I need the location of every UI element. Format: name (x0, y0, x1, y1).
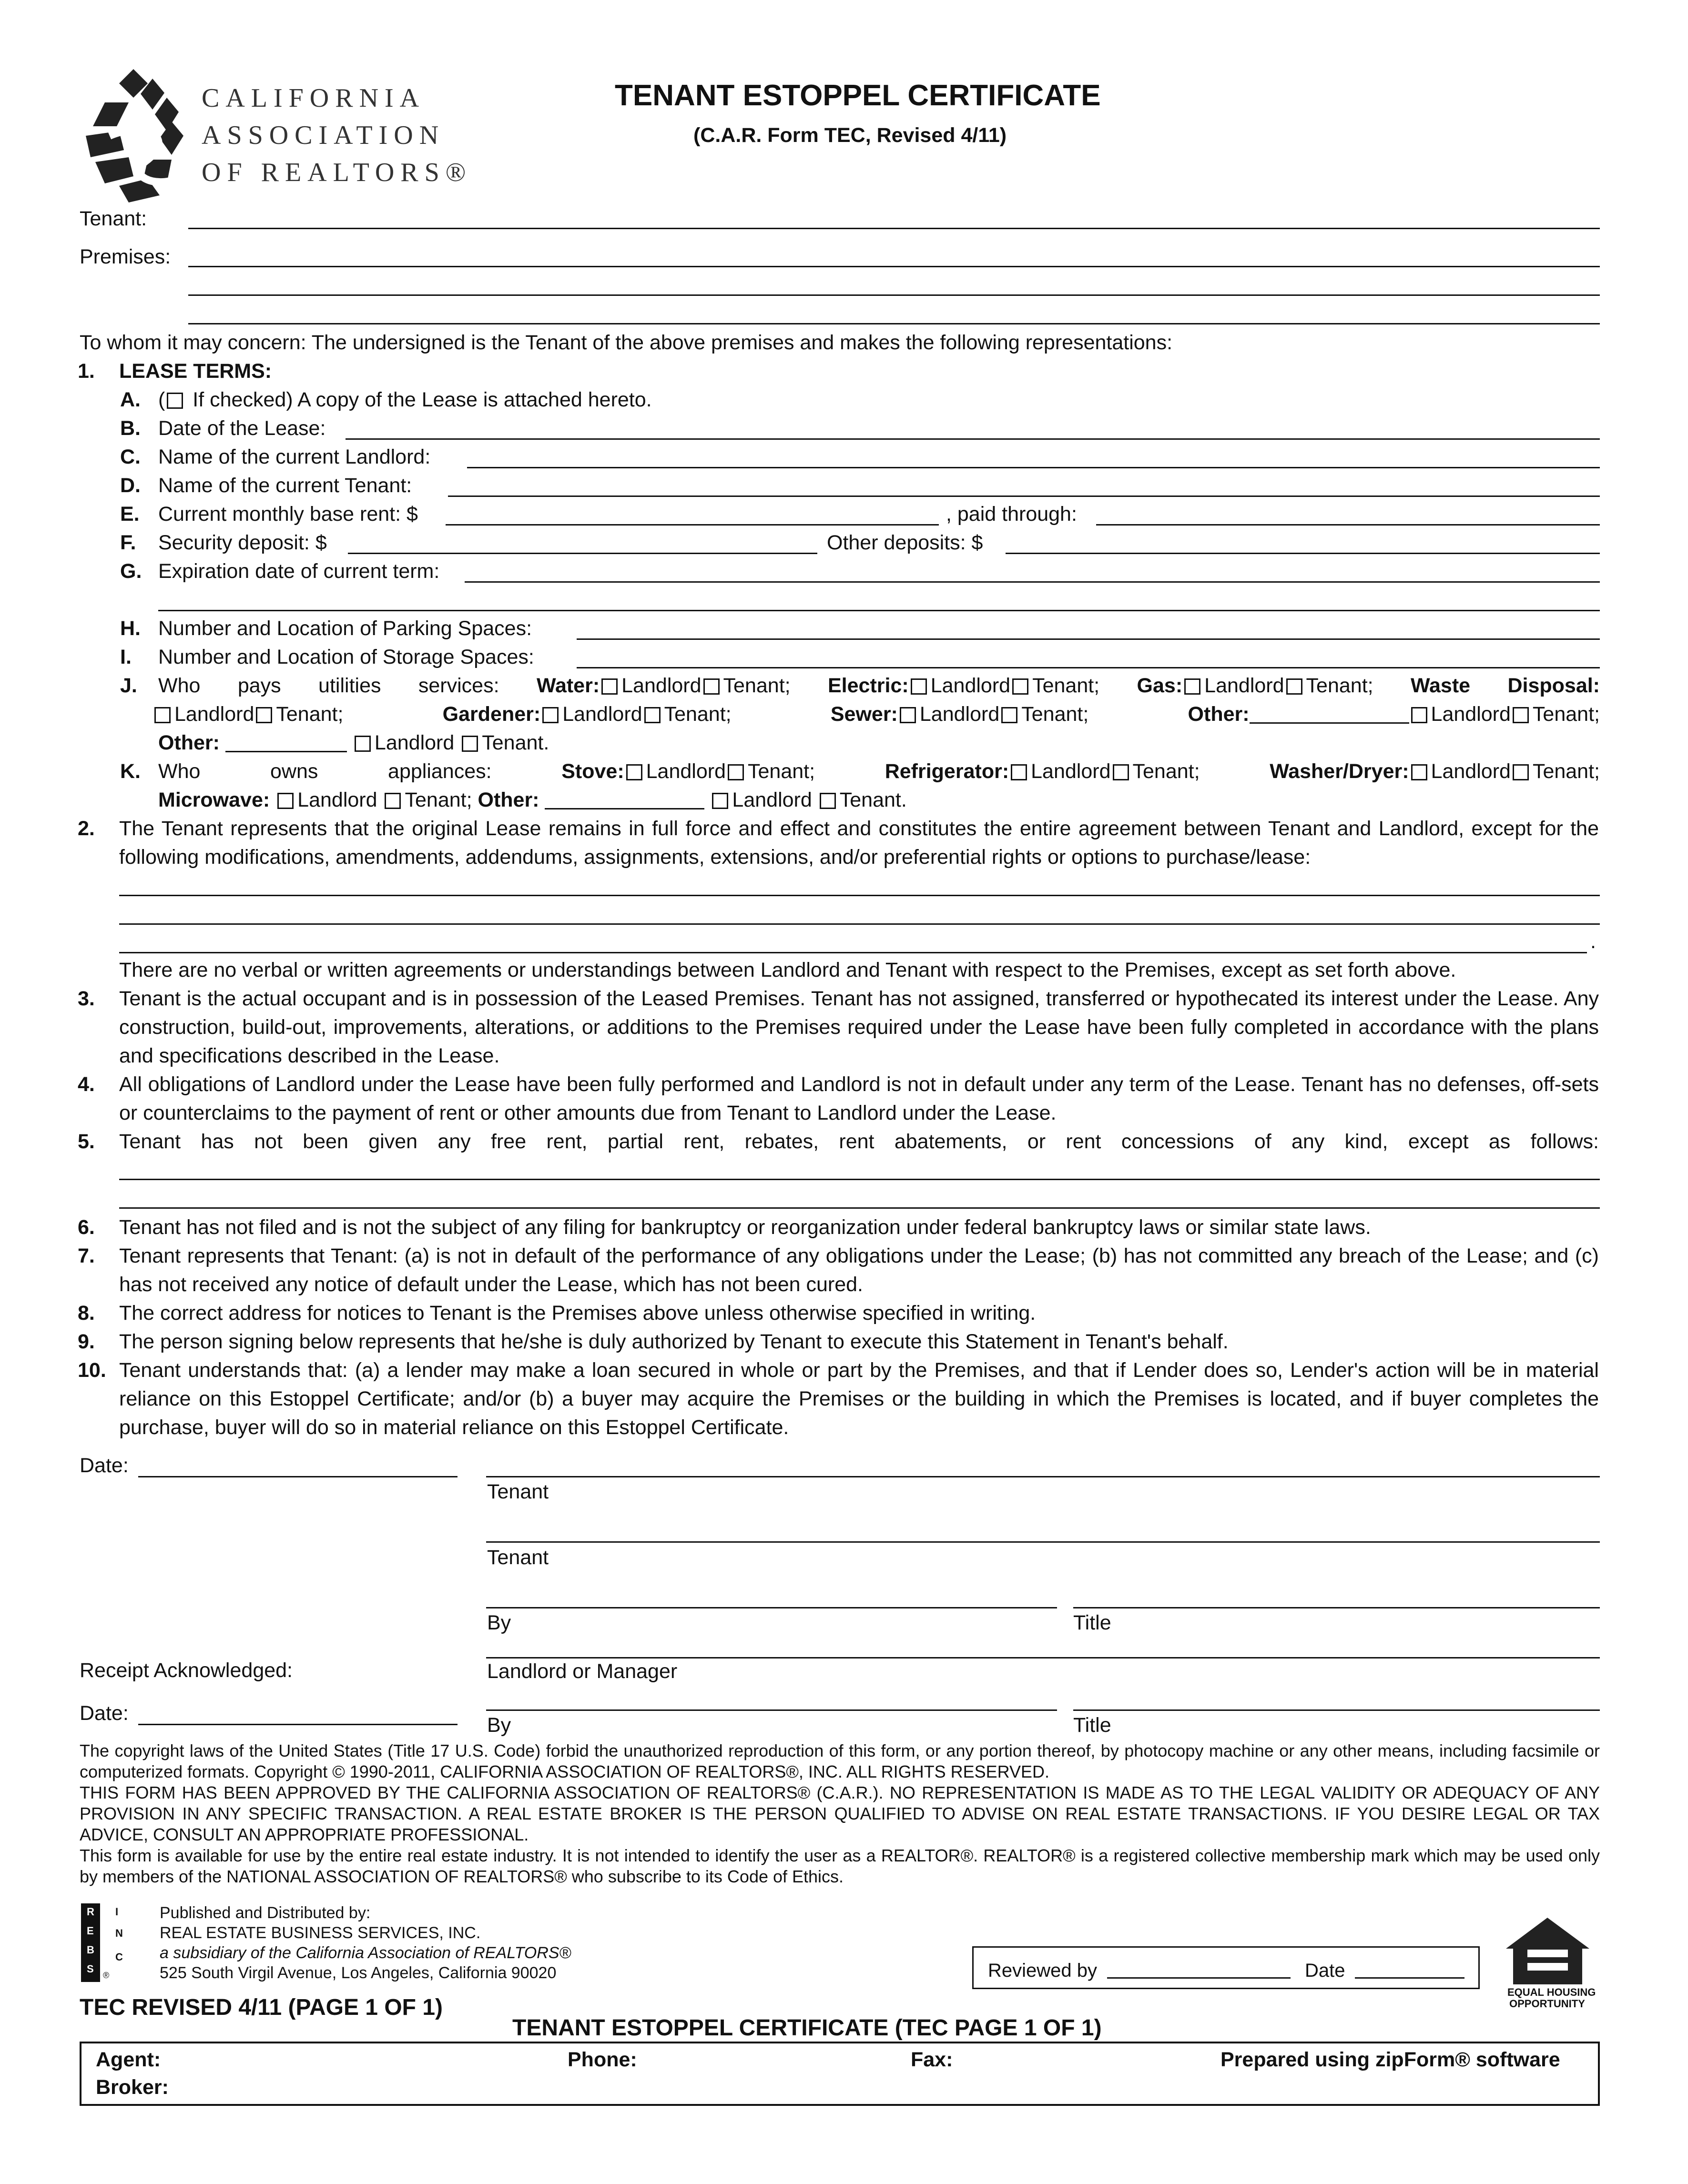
stove-landlord-checkbox[interactable] (626, 764, 642, 780)
microwave-landlord-checkbox[interactable] (277, 793, 294, 809)
utility-other-landlord-checkbox[interactable] (1411, 707, 1427, 723)
utility-other-landlord-label: Landlord (1431, 703, 1511, 726)
waste-label: Waste Disposal: (1411, 674, 1600, 697)
agent-label: Agent: (96, 2048, 161, 2071)
logo-line-2: ASSOCIATION (202, 121, 445, 150)
item-6-text: Tenant has not filed and is not the subject of any filing for bankruptcy or reorganization under federal bankruptcy laws or similar state laws. (119, 1216, 1371, 1239)
landlord-signature-label: Landlord or Manager (487, 1660, 678, 1683)
rebs-letter-n: N (115, 1927, 123, 1939)
washer-tenant-label: Tenant; (1532, 760, 1600, 783)
waste-tenant-label: Tenant; (276, 703, 344, 726)
waste-landlord-checkbox[interactable] (154, 707, 171, 723)
item-6-number: 6. (78, 1216, 95, 1239)
landlord-title-line[interactable] (1073, 1709, 1600, 1711)
car-logo (76, 64, 200, 207)
rebs-letter-b: B (87, 1944, 94, 1956)
utility-other-tenant-checkbox[interactable] (1513, 707, 1529, 723)
equal-housing-logo (1504, 1915, 1596, 2011)
microwave-landlord-label: Landlord (297, 789, 377, 811)
item-9-text: The person signing below represents that he/she is duly authorized by Tenant to execute this Statement in Tenant's behalf. (119, 1330, 1229, 1353)
waste-landlord-label: Landlord (174, 703, 254, 726)
item-5-number: 5. (78, 1130, 95, 1153)
sewer-label: Sewer: (830, 703, 898, 726)
rebs-letter-s: S (87, 1963, 94, 1975)
parking-field[interactable] (577, 638, 1600, 640)
receipt-acknowledged-label: Receipt Acknowledged: (80, 1659, 293, 1682)
expiration-date-field-2[interactable] (158, 610, 1600, 611)
tenant-signature-label-2: Tenant (487, 1546, 549, 1569)
fax-label: Fax: (911, 2048, 953, 2071)
refrigerator-tenant-checkbox[interactable] (1113, 764, 1129, 780)
electric-label: Electric: (828, 674, 909, 697)
item-7-number: 7. (78, 1244, 95, 1267)
tenant-signature-label-1: Tenant (487, 1480, 549, 1503)
footer-revision: TEC REVISED 4/11 (PAGE 1 OF 1) (80, 1995, 443, 2020)
landlord-by-label: By (487, 1714, 511, 1737)
car-logo-icon (76, 64, 200, 207)
rebs-letter-c: C (115, 1951, 123, 1963)
base-rent-field[interactable] (446, 524, 939, 526)
utility-other-tenant-label: Tenant; (1532, 703, 1600, 726)
item-3-number: 3. (78, 987, 95, 1010)
sewer-tenant-checkbox[interactable] (1001, 707, 1017, 723)
broker-label: Broker: (96, 2076, 169, 2099)
storage-label: Number and Location of Storage Spaces: (158, 646, 534, 668)
item-h-letter: H. (120, 617, 141, 640)
item-10-number: 10. (78, 1359, 106, 1382)
gas-label: Gas: (1137, 674, 1183, 697)
section-1-number: 1. (78, 360, 95, 383)
appliance-other-tenant-checkbox[interactable] (820, 793, 836, 809)
logo-line-1: CALIFORNIA (202, 83, 426, 113)
utility-other2-tenant-checkbox[interactable] (462, 736, 478, 752)
microwave-label: Microwave: (158, 789, 270, 811)
phone-label: Phone: (568, 2048, 637, 2071)
landlord-name-label: Name of the current Landlord: (158, 445, 431, 468)
intro-text: To whom it may concern: The undersigned is the Tenant of the above premises and makes the following representations: (80, 331, 1173, 354)
washer-tenant-checkbox[interactable] (1513, 764, 1529, 780)
appliances-line-2 (158, 788, 907, 812)
publisher-line-2: REAL ESTATE BUSINESS SERVICES, INC. (160, 1924, 481, 1942)
other-deposits-field[interactable] (1006, 553, 1600, 554)
appliance-other-field[interactable] (545, 790, 704, 809)
item-a (158, 387, 652, 412)
premises-label: Premises: (80, 245, 171, 268)
item-8-number: 8. (78, 1302, 95, 1325)
lease-date-field[interactable] (346, 438, 1600, 440)
gardener-landlord-label: Landlord (562, 703, 642, 726)
premises-field-line-3[interactable] (188, 323, 1600, 324)
storage-field[interactable] (577, 667, 1600, 668)
tenant-field[interactable] (188, 228, 1600, 229)
item-7-text: Tenant represents that Tenant: (a) is not in default of the performance of any obligations under the Lease; (b) has not committed any breach of the Lease; and (c) has not received any notice of default under the Lease, which has not been cured. (119, 1244, 1599, 1296)
refrigerator-landlord-checkbox[interactable] (1011, 764, 1027, 780)
modifications-period: . (1590, 930, 1596, 953)
washer-label: Washer/Dryer: (1270, 760, 1409, 783)
utility-other2-label: Other: (158, 731, 220, 754)
utilities-line-2 (153, 702, 1600, 727)
gas-tenant-checkbox[interactable] (1286, 678, 1302, 695)
stove-tenant-label: Tenant; (748, 760, 815, 783)
item-c-letter: C. (120, 445, 141, 468)
water-label: Water: (536, 674, 600, 697)
gas-landlord-label: Landlord (1204, 674, 1284, 697)
water-tenant-label: Tenant; (723, 674, 791, 697)
water-tenant-checkbox[interactable] (703, 678, 720, 695)
gas-landlord-checkbox[interactable] (1184, 678, 1200, 695)
base-rent-label: Current monthly base rent: $ (158, 503, 418, 526)
electric-tenant-label: Tenant; (1032, 674, 1100, 697)
item-9-number: 9. (78, 1330, 95, 1353)
modifications-field-1[interactable] (119, 895, 1600, 896)
item-f-letter: F. (120, 531, 136, 554)
lease-attached-checkbox[interactable] (167, 393, 183, 409)
item-2-number: 2. (78, 817, 95, 840)
microwave-tenant-checkbox[interactable] (385, 793, 401, 809)
logo-line-3: OF REALTORS® (202, 158, 472, 187)
item-5-text: Tenant has not been given any free rent, partial rent, rebates, rent abatements, or rent concessions of any kind, except as follows: (119, 1130, 1599, 1153)
date-field-2[interactable] (138, 1724, 458, 1725)
gardener-tenant-label: Tenant; (664, 703, 732, 726)
appliance-other-tenant-label: Tenant. (839, 789, 907, 811)
washer-landlord-checkbox[interactable] (1411, 764, 1427, 780)
landlord-name-field[interactable] (467, 467, 1600, 468)
tenant-signature-line-1[interactable] (486, 1476, 1600, 1477)
utility-other2-landlord-checkbox[interactable] (355, 736, 371, 752)
rebs-letter-i: I (115, 1906, 119, 1918)
item-10-text: Tenant understands that: (a) a lender may make a loan secured in whole or part by the Premises, and that if Lender does so, Lender's action will be in material reliance on this Estoppel Certificate; and/or (b) a buyer may acquire the Premises or the building in which the Premises is located, and if buyer completes the purchase, buyer will do so in material reliance on this Estoppel Certificate. (119, 1359, 1599, 1439)
utility-other2-landlord-label: Landlord (374, 731, 455, 754)
item-2-no-agreements: There are no verbal or written agreements or understandings between Landlord and Tenant with respect to the Premises, except as set forth above. (119, 959, 1456, 981)
other-deposits-label: Other deposits: $ (827, 531, 983, 554)
lease-date-label: Date of the Lease: (158, 417, 326, 440)
item-k-letter: K. (120, 760, 141, 783)
footer-title: TENANT ESTOPPEL CERTIFICATE (TEC PAGE 1 OF 1) (512, 2015, 1102, 2041)
appliances-label: Who owns appliances: (158, 760, 492, 783)
reviewed-by-label: Reviewed by (988, 1960, 1098, 1981)
expiration-date-field[interactable] (465, 581, 1600, 583)
eho-line-1: EQUAL HOUSING (1507, 1986, 1596, 1998)
refrigerator-landlord-label: Landlord (1031, 760, 1111, 783)
landlord-signature-line[interactable] (486, 1657, 1600, 1658)
washer-landlord-label: Landlord (1431, 760, 1511, 783)
appliances-line-1 (158, 759, 1600, 784)
water-landlord-label: Landlord (621, 674, 702, 697)
publisher-line-1: Published and Distributed by: (160, 1904, 371, 1922)
refrigerator-label: Refrigerator: (885, 760, 1009, 783)
review-box (972, 1946, 1480, 1989)
item-a-text: If checked) A copy of the Lease is attached hereto. (187, 388, 652, 411)
utility-other-field[interactable] (1250, 704, 1409, 724)
approval-notice: THIS FORM HAS BEEN APPROVED BY THE CALIFORNIA ASSOCIATION OF REALTORS® (C.A.R.). NO REPRESENTATION IS MADE AS TO THE LEGAL VALIDITY OR ADEQUACY OF ANY PROVISION IN ANY SPECIFIC TRANSACTION. A REAL ESTATE BROKER IS THE PERSON QUALIFIED TO ADVISE ON REAL ESTATE TRANSACTIONS. IF YOU DESIRE LEGAL OR TAX ADVICE, CONSULT AN APPROPRIATE PROFESSIONAL. (80, 1783, 1600, 1844)
gas-tenant-label: Tenant; (1306, 674, 1373, 697)
appliance-other-landlord-checkbox[interactable] (712, 793, 728, 809)
parking-label: Number and Location of Parking Spaces: (158, 617, 532, 640)
security-deposit-field[interactable] (348, 553, 817, 554)
item-g-letter: G. (120, 560, 142, 583)
electric-landlord-label: Landlord (930, 674, 1011, 697)
utility-other-label: Other: (1188, 703, 1250, 726)
appliance-other-landlord-label: Landlord (732, 789, 812, 811)
gardener-tenant-checkbox[interactable] (644, 707, 661, 723)
tenant-label: Tenant: (80, 207, 147, 230)
copyright-notice: The copyright laws of the United States (Title 17 U.S. Code) forbid the unauthorized reproduction of this form, or any portion thereof, by photocopy machine or any other means, including facsimile or computerized formats. Copyright © 1990-2011, CALIFORNIA ASSOCIATION OF REALTORS®, INC. ALL RIGHTS RESERVED. (80, 1741, 1600, 1781)
equal-housing-icon (1504, 1915, 1592, 1987)
item-3-text: Tenant is the actual occupant and is in possession of the Leased Premises. Tenant has not assigned, transferred or hypothecated its interest under the Lease. Any construction, build-out, improvements, alterations, or additions to the Premises required under the Lease have been fully completed in accordance with the plans and specifications described in the Lease. (119, 987, 1599, 1067)
sewer-landlord-checkbox[interactable] (900, 707, 916, 723)
item-4-number: 4. (78, 1073, 95, 1096)
utility-other2-field[interactable] (225, 733, 347, 752)
date-label: Date: (80, 1454, 129, 1477)
gardener-label: Gardener: (442, 703, 541, 726)
stove-label: Stove: (561, 760, 624, 783)
item-d-letter: D. (120, 474, 141, 497)
premises-field-line-2[interactable] (188, 294, 1600, 296)
appliance-other-label: Other: (478, 789, 539, 811)
item-b-letter: B. (120, 417, 141, 440)
expiration-date-label: Expiration date of current term: (158, 560, 440, 583)
premises-field-line-1[interactable] (188, 266, 1600, 267)
waste-tenant-checkbox[interactable] (256, 707, 272, 723)
microwave-tenant-label: Tenant; (405, 789, 472, 811)
modifications-field-3[interactable] (119, 952, 1587, 953)
concessions-field-1[interactable] (119, 1179, 1600, 1180)
utilities-line-3 (158, 730, 549, 755)
tenant-by-label: By (487, 1611, 511, 1634)
paid-through-label: , paid through: (946, 503, 1077, 526)
item-e-letter: E. (120, 503, 140, 526)
rebs-letter-r: R (87, 1906, 94, 1918)
tenant-signature-line-2[interactable] (486, 1541, 1600, 1543)
stove-tenant-checkbox[interactable] (728, 764, 744, 780)
availability-notice: This form is available for use by the entire real estate industry. It is not intended to identify the user as a REALTOR®. REALTOR® is a registered collective membership mark which may be used only by members of the NATIONAL ASSOCIATION OF REALTORS® who subscribe to its Code of Ethics. (80, 1846, 1600, 1886)
publisher-line-3: a subsidiary of the California Association of REALTORS® (160, 1944, 571, 1962)
tenant-name-label: Name of the current Tenant: (158, 474, 412, 497)
tenant-title-label: Title (1073, 1611, 1111, 1634)
tenant-by-line[interactable] (486, 1607, 1057, 1608)
item-4-text: All obligations of Landlord under the Lease have been fully performed and Landlord is not in default under any term of the Lease. Tenant has no defenses, off-sets or counterclaims to the payment of rent or other amounts due from Tenant to Landlord under the Lease. (119, 1073, 1599, 1124)
utility-other2-tenant-label: Tenant. (482, 731, 549, 754)
rebs-registered: ® (103, 1971, 110, 1980)
agent-box (80, 2042, 1600, 2106)
landlord-by-line[interactable] (486, 1709, 1057, 1711)
sewer-landlord-label: Landlord (919, 703, 1000, 726)
item-a-paren: ( (158, 388, 165, 411)
electric-landlord-checkbox[interactable] (911, 678, 927, 695)
paid-through-field[interactable] (1096, 524, 1600, 526)
modifications-field-2[interactable] (119, 923, 1600, 925)
water-landlord-checkbox[interactable] (601, 678, 618, 695)
date-label-2: Date: (80, 1702, 129, 1725)
prepared-using-label: Prepared using zipForm® software (1220, 2048, 1560, 2071)
item-2-text: The Tenant represents that the original Lease remains in full force and effect and constitutes the entire agreement between Tenant and Landlord, except for the following modifications, amendments, addendums, assignments, extensions, and/or preferential rights or options to purchase/lease: (119, 817, 1599, 869)
security-deposit-label: Security deposit: $ (158, 531, 327, 554)
review-date-label: Date (1305, 1960, 1345, 1981)
gardener-landlord-checkbox[interactable] (542, 707, 559, 723)
eho-line-2: OPPORTUNITY (1509, 1998, 1585, 2010)
form-subtitle: (C.A.R. Form TEC, Revised 4/11) (693, 124, 1007, 147)
concessions-field-2[interactable] (119, 1207, 1600, 1209)
review-date-field[interactable] (1355, 1977, 1464, 1979)
rebs-letter-e: E (87, 1925, 94, 1937)
tenant-name-field[interactable] (448, 495, 1600, 497)
sewer-tenant-label: Tenant; (1021, 703, 1089, 726)
utilities-line-1 (158, 673, 1600, 698)
reviewed-by-field[interactable] (1107, 1977, 1291, 1979)
refrigerator-tenant-label: Tenant; (1132, 760, 1200, 783)
tenant-title-line[interactable] (1073, 1607, 1600, 1608)
electric-tenant-checkbox[interactable] (1012, 678, 1028, 695)
item-j-letter: J. (120, 674, 137, 697)
item-8-text: The correct address for notices to Tenant is the Premises above unless otherwise specified in writing. (119, 1302, 1036, 1325)
landlord-title-label: Title (1073, 1714, 1111, 1737)
rebs-logo (81, 1903, 133, 1982)
stove-landlord-label: Landlord (646, 760, 726, 783)
date-field[interactable] (138, 1476, 458, 1477)
document-title: TENANT ESTOPPEL CERTIFICATE (615, 79, 1101, 112)
utilities-label: Who pays utilities services: (158, 674, 499, 697)
publisher-line-4: 525 South Virgil Avenue, Los Angeles, California 90020 (160, 1964, 557, 1982)
item-i-letter: I. (120, 646, 132, 668)
item-a-letter: A. (120, 388, 141, 411)
section-1-title: LEASE TERMS: (119, 360, 272, 383)
